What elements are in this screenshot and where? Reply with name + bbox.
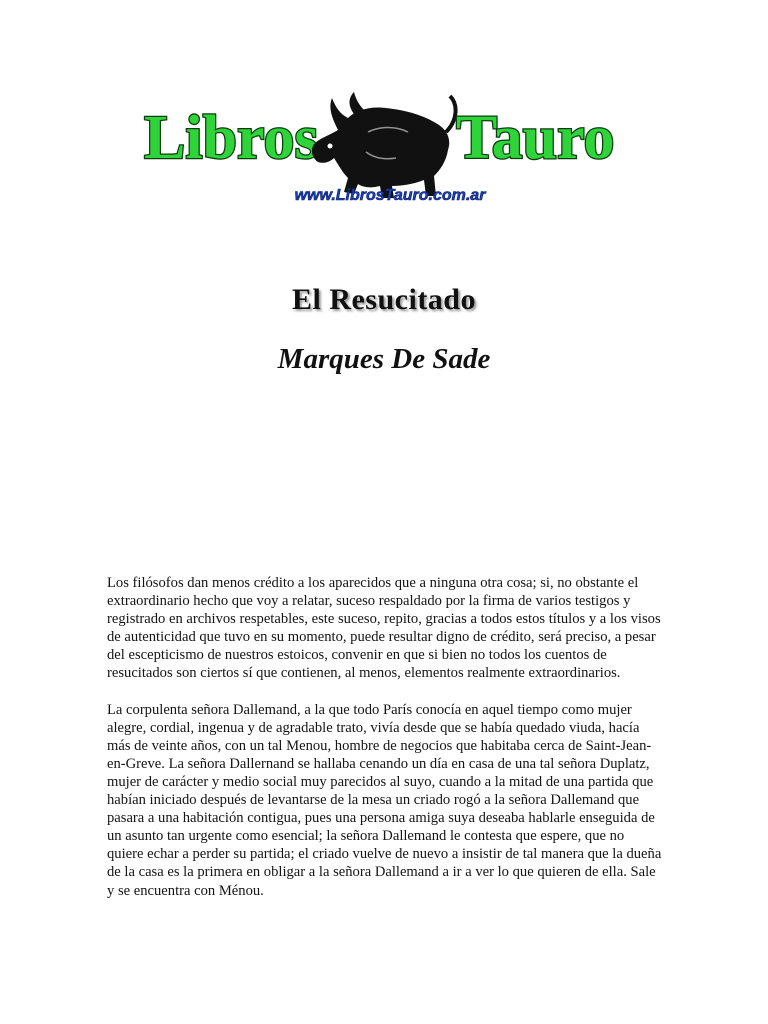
document-author: Marques De Sade xyxy=(277,343,491,375)
logo-word-right: Tauro xyxy=(456,104,615,172)
document-title: El Resucitado xyxy=(291,283,476,316)
logo-url: www.LibrosTauro.com.ar xyxy=(294,187,486,204)
logo-word-left: Libros xyxy=(144,104,319,172)
body-paragraph: La corpulenta señora Dallemand, a la que todo París conocía en aquel tiempo como mujer alegre, cordial, ingenua y de agradable trato, vivía desde que se había quedado viuda, hacía más de veinte años, con un tal Menou, hombre de negocios que habitaba cerca de Saint-Jean-en-Greve. La señora Dallernand se hallaba cenando un día en casa de una tal señora Duplatz, mujer de carácter y medio social muy parecidos al suyo, cuando a la mitad de una partida que habían iniciado después de levantarse de la mesa un criado rogó a la señora Dallemand que pasara a una habitación contigua, pues una persona amiga suya deseaba hablarle enseguida de un asunto tan urgente como esencial; la señora Dallemand le contesta que espere, que no quiere echar a perder su partida; el criado vuelve de nuevo a insistir de tal manera que la dueña de la casa es la primera en obligar a la señora Dallemand a ir a ver lo que quieren de ella. Sale y se encuentra con Ménou. xyxy=(107,701,662,899)
body-paragraph: Los filósofos dan menos crédito a los aparecidos que a ninguna otra cosa; si, no obstante el extraordinario hecho que voy a relatar, suceso respaldado por la firma de varios testigos y registrado en archivos respetables, este suceso, repito, gracias a todos estos títulos y a los visos de autenticidad que tuvo en su momento, puede resultar digno de crédito, será preciso, a pesar del escepticismo de nuestros estoicos, convenir en que si bien no todos los cuentos de resucitados son ciertos sí que contienen, al menos, elementos realmente extraordinarios. xyxy=(107,575,661,682)
bull-icon xyxy=(312,92,456,198)
libros-tauro-logo xyxy=(140,88,630,210)
document-body xyxy=(107,574,663,918)
